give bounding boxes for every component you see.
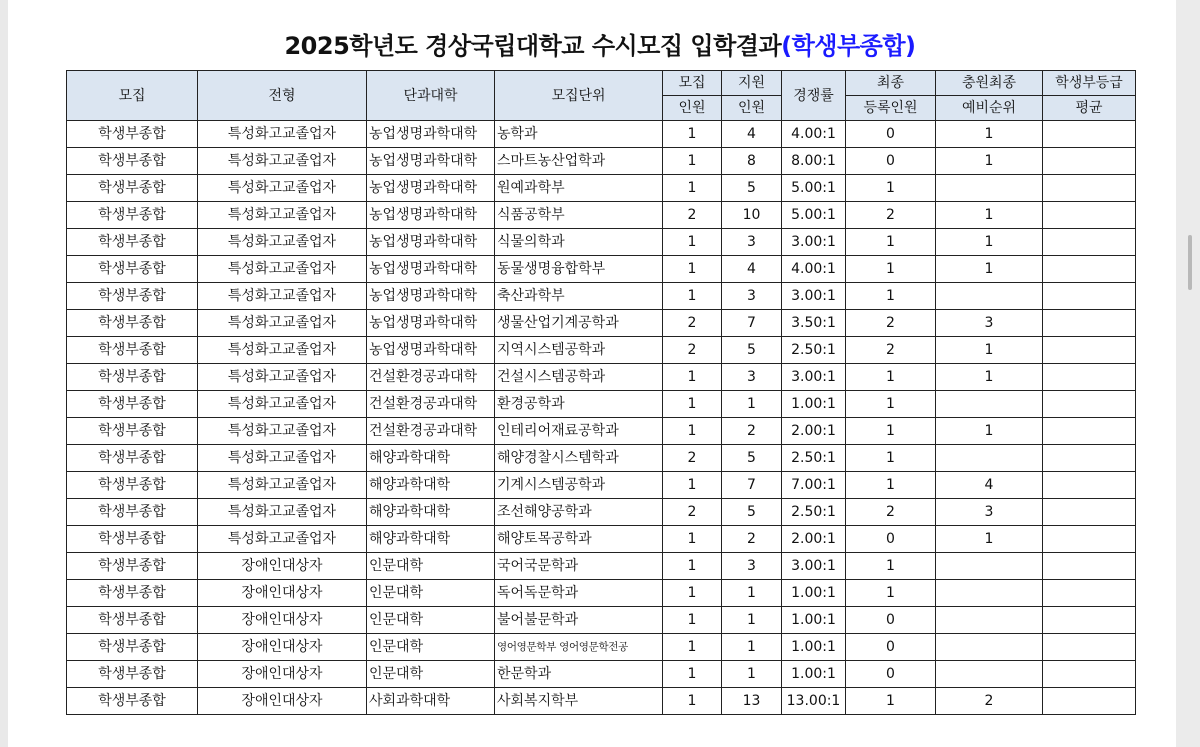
cell-final: 1: [846, 580, 936, 607]
cell-waitlist: 1: [936, 256, 1043, 283]
cell-quota: 1: [663, 256, 722, 283]
cell-waitlist: [936, 391, 1043, 418]
table-row: [67, 256, 1136, 283]
cell-waitlist: 1: [936, 364, 1043, 391]
header-ratio: 경쟁률: [782, 71, 846, 121]
cell-quota: 1: [663, 364, 722, 391]
title-highlight: (학생부종합): [781, 32, 916, 60]
cell-applicants: 7: [722, 472, 782, 499]
cell-applicants: 1: [722, 607, 782, 634]
cell-department: 영어영문학부 영어영문학전공: [495, 634, 663, 661]
cell-quota: 1: [663, 229, 722, 256]
cell-college: 농업생명과학대학: [367, 337, 495, 364]
cell-grade: [1043, 337, 1136, 364]
cell-final: 2: [846, 499, 936, 526]
cell-track: 특성화고교졸업자: [198, 310, 367, 337]
cell-grade: [1043, 364, 1136, 391]
cell-category: 학생부종합: [67, 337, 198, 364]
cell-college: 인문대학: [367, 553, 495, 580]
cell-applicants: 3: [722, 229, 782, 256]
cell-grade: [1043, 148, 1136, 175]
cell-college: 해양과학대학: [367, 472, 495, 499]
scrollbar-thumb[interactable]: [1188, 235, 1192, 290]
header-applicants-top: 지원: [722, 71, 782, 96]
cell-ratio: 5.00:1: [782, 202, 846, 229]
cell-ratio: 3.50:1: [782, 310, 846, 337]
cell-department: 축산과학부: [495, 283, 663, 310]
cell-department: 건설시스템공학과: [495, 364, 663, 391]
cell-track: 특성화고교졸업자: [198, 256, 367, 283]
cell-ratio: 7.00:1: [782, 472, 846, 499]
cell-ratio: 4.00:1: [782, 121, 846, 148]
cell-grade: [1043, 634, 1136, 661]
cell-ratio: 1.00:1: [782, 580, 846, 607]
cell-track: 장애인대상자: [198, 607, 367, 634]
cell-category: 학생부종합: [67, 256, 198, 283]
cell-department: 생물산업기계공학과: [495, 310, 663, 337]
cell-grade: [1043, 418, 1136, 445]
cell-college: 해양과학대학: [367, 526, 495, 553]
cell-department: 한문학과: [495, 661, 663, 688]
cell-category: 학생부종합: [67, 688, 198, 715]
cell-applicants: 3: [722, 364, 782, 391]
cell-category: 학생부종합: [67, 175, 198, 202]
table-row: [67, 688, 1136, 715]
cell-category: 학생부종합: [67, 202, 198, 229]
cell-college: 농업생명과학대학: [367, 121, 495, 148]
header-grade-top: 학생부등급: [1043, 71, 1136, 96]
cell-final: 1: [846, 283, 936, 310]
cell-ratio: 1.00:1: [782, 607, 846, 634]
cell-track: 특성화고교졸업자: [198, 472, 367, 499]
cell-quota: 2: [663, 202, 722, 229]
cell-ratio: 2.00:1: [782, 418, 846, 445]
table-row: [67, 472, 1136, 499]
table-row: [67, 634, 1136, 661]
cell-waitlist: 1: [936, 337, 1043, 364]
cell-ratio: 4.00:1: [782, 256, 846, 283]
cell-quota: 1: [663, 391, 722, 418]
cell-college: 농업생명과학대학: [367, 283, 495, 310]
cell-grade: [1043, 526, 1136, 553]
cell-final: 1: [846, 418, 936, 445]
cell-college: 인문대학: [367, 661, 495, 688]
cell-category: 학생부종합: [67, 634, 198, 661]
cell-department: 인테리어재료공학과: [495, 418, 663, 445]
cell-track: 특성화고교졸업자: [198, 499, 367, 526]
cell-final: 1: [846, 364, 936, 391]
cell-department: 환경공학과: [495, 391, 663, 418]
cell-applicants: 5: [722, 499, 782, 526]
cell-track: 특성화고교졸업자: [198, 202, 367, 229]
cell-college: 해양과학대학: [367, 445, 495, 472]
cell-category: 학생부종합: [67, 526, 198, 553]
table-row: [67, 202, 1136, 229]
cell-waitlist: 3: [936, 499, 1043, 526]
cell-track: 특성화고교졸업자: [198, 445, 367, 472]
cell-category: 학생부종합: [67, 580, 198, 607]
table-row: [67, 607, 1136, 634]
cell-final: 1: [846, 391, 936, 418]
cell-applicants: 7: [722, 310, 782, 337]
cell-quota: 1: [663, 580, 722, 607]
cell-waitlist: 1: [936, 526, 1043, 553]
table-row: [67, 283, 1136, 310]
cell-quota: 1: [663, 472, 722, 499]
cell-quota: 1: [663, 121, 722, 148]
table-row: [67, 553, 1136, 580]
cell-college: 사회과학대학: [367, 688, 495, 715]
cell-department: 사회복지학부: [495, 688, 663, 715]
cell-ratio: 2.50:1: [782, 445, 846, 472]
cell-waitlist: 1: [936, 148, 1043, 175]
cell-waitlist: [936, 580, 1043, 607]
cell-college: 인문대학: [367, 607, 495, 634]
cell-college: 인문대학: [367, 580, 495, 607]
cell-college: 건설환경공과대학: [367, 364, 495, 391]
cell-track: 특성화고교졸업자: [198, 364, 367, 391]
cell-applicants: 1: [722, 391, 782, 418]
header-category: 모집: [67, 71, 198, 121]
cell-ratio: 2.50:1: [782, 499, 846, 526]
header-track: 전형: [198, 71, 367, 121]
cell-ratio: 8.00:1: [782, 148, 846, 175]
cell-college: 농업생명과학대학: [367, 202, 495, 229]
cell-final: 0: [846, 607, 936, 634]
cell-waitlist: [936, 661, 1043, 688]
cell-applicants: 1: [722, 580, 782, 607]
cell-waitlist: [936, 634, 1043, 661]
cell-category: 학생부종합: [67, 607, 198, 634]
cell-applicants: 8: [722, 148, 782, 175]
cell-category: 학생부종합: [67, 283, 198, 310]
cell-applicants: 13: [722, 688, 782, 715]
cell-grade: [1043, 688, 1136, 715]
cell-quota: 1: [663, 526, 722, 553]
header-quota-bottom: 인원: [663, 96, 722, 121]
cell-track: 특성화고교졸업자: [198, 391, 367, 418]
cell-track: 특성화고교졸업자: [198, 526, 367, 553]
cell-quota: 1: [663, 148, 722, 175]
table-row: [67, 121, 1136, 148]
cell-category: 학생부종합: [67, 472, 198, 499]
cell-department: 원예과학부: [495, 175, 663, 202]
cell-department: 불어불문학과: [495, 607, 663, 634]
cell-department: 동물생명융합학부: [495, 256, 663, 283]
cell-track: 특성화고교졸업자: [198, 229, 367, 256]
cell-department: 지역시스템공학과: [495, 337, 663, 364]
header-waitlist-bottom: 예비순위: [936, 96, 1043, 121]
cell-quota: 1: [663, 688, 722, 715]
cell-track: 특성화고교졸업자: [198, 175, 367, 202]
table-row: [67, 175, 1136, 202]
cell-department: 독어독문학과: [495, 580, 663, 607]
table-row: [67, 580, 1136, 607]
cell-quota: 1: [663, 634, 722, 661]
cell-waitlist: 1: [936, 229, 1043, 256]
cell-category: 학생부종합: [67, 499, 198, 526]
cell-ratio: 13.00:1: [782, 688, 846, 715]
cell-college: 해양과학대학: [367, 499, 495, 526]
cell-quota: 2: [663, 499, 722, 526]
cell-track: 장애인대상자: [198, 634, 367, 661]
cell-grade: [1043, 553, 1136, 580]
cell-grade: [1043, 661, 1136, 688]
cell-grade: [1043, 472, 1136, 499]
cell-grade: [1043, 607, 1136, 634]
table-row: [67, 445, 1136, 472]
cell-final: 2: [846, 202, 936, 229]
cell-track: 특성화고교졸업자: [198, 283, 367, 310]
cell-final: 0: [846, 661, 936, 688]
cell-department: 해양경찰시스템학과: [495, 445, 663, 472]
cell-category: 학생부종합: [67, 121, 198, 148]
cell-department: 식물의학과: [495, 229, 663, 256]
table-row: [67, 337, 1136, 364]
cell-quota: 1: [663, 418, 722, 445]
table-row: [67, 391, 1136, 418]
cell-applicants: 5: [722, 337, 782, 364]
table-body: [67, 121, 1136, 715]
header-department: 모집단위: [495, 71, 663, 121]
cell-applicants: 1: [722, 634, 782, 661]
cell-waitlist: 1: [936, 202, 1043, 229]
cell-track: 장애인대상자: [198, 580, 367, 607]
cell-track: 장애인대상자: [198, 553, 367, 580]
table-row: [67, 526, 1136, 553]
cell-quota: 2: [663, 310, 722, 337]
header-final-bottom: 등록인원: [846, 96, 936, 121]
cell-ratio: 5.00:1: [782, 175, 846, 202]
cell-ratio: 3.00:1: [782, 283, 846, 310]
cell-quota: 2: [663, 337, 722, 364]
cell-final: 0: [846, 148, 936, 175]
cell-grade: [1043, 391, 1136, 418]
cell-department: 농학과: [495, 121, 663, 148]
cell-final: 1: [846, 229, 936, 256]
cell-grade: [1043, 202, 1136, 229]
cell-final: 1: [846, 256, 936, 283]
cell-final: 1: [846, 472, 936, 499]
cell-department: 식품공학부: [495, 202, 663, 229]
cell-applicants: 3: [722, 283, 782, 310]
cell-ratio: 3.00:1: [782, 364, 846, 391]
cell-grade: [1043, 310, 1136, 337]
cell-department: 스마트농산업학과: [495, 148, 663, 175]
cell-category: 학생부종합: [67, 418, 198, 445]
table-row: [67, 229, 1136, 256]
cell-final: 0: [846, 634, 936, 661]
cell-ratio: 3.00:1: [782, 229, 846, 256]
cell-category: 학생부종합: [67, 310, 198, 337]
cell-ratio: 1.00:1: [782, 661, 846, 688]
header-grade-bottom: 평균: [1043, 96, 1136, 121]
admission-results-table: [66, 70, 1136, 715]
cell-category: 학생부종합: [67, 148, 198, 175]
cell-applicants: 4: [722, 121, 782, 148]
cell-ratio: 3.00:1: [782, 553, 846, 580]
header-waitlist-top: 충원최종: [936, 71, 1043, 96]
cell-college: 인문대학: [367, 634, 495, 661]
cell-category: 학생부종합: [67, 553, 198, 580]
cell-applicants: 3: [722, 553, 782, 580]
cell-final: 1: [846, 553, 936, 580]
cell-grade: [1043, 499, 1136, 526]
table-header: [67, 71, 1136, 121]
cell-waitlist: [936, 445, 1043, 472]
cell-quota: 1: [663, 553, 722, 580]
cell-final: 2: [846, 337, 936, 364]
cell-grade: [1043, 283, 1136, 310]
cell-category: 학생부종합: [67, 229, 198, 256]
cell-track: 특성화고교졸업자: [198, 121, 367, 148]
cell-quota: 2: [663, 445, 722, 472]
cell-ratio: 2.00:1: [782, 526, 846, 553]
cell-grade: [1043, 580, 1136, 607]
cell-applicants: 5: [722, 175, 782, 202]
cell-college: 농업생명과학대학: [367, 256, 495, 283]
title-main: 2025학년도 경상국립대학교 수시모집 입학결과: [284, 32, 782, 60]
cell-grade: [1043, 121, 1136, 148]
cell-ratio: 1.00:1: [782, 391, 846, 418]
cell-waitlist: 2: [936, 688, 1043, 715]
cell-quota: 1: [663, 661, 722, 688]
cell-ratio: 2.50:1: [782, 337, 846, 364]
cell-waitlist: 4: [936, 472, 1043, 499]
cell-final: 0: [846, 121, 936, 148]
cell-applicants: 10: [722, 202, 782, 229]
cell-waitlist: [936, 607, 1043, 634]
cell-college: 건설환경공과대학: [367, 391, 495, 418]
cell-waitlist: [936, 283, 1043, 310]
cell-category: 학생부종합: [67, 364, 198, 391]
cell-track: 특성화고교졸업자: [198, 418, 367, 445]
cell-quota: 1: [663, 175, 722, 202]
cell-category: 학생부종합: [67, 661, 198, 688]
cell-quota: 1: [663, 607, 722, 634]
header-college: 단과대학: [367, 71, 495, 121]
header-applicants-bottom: 인원: [722, 96, 782, 121]
cell-college: 농업생명과학대학: [367, 148, 495, 175]
table-row: [67, 148, 1136, 175]
table-row: [67, 418, 1136, 445]
cell-final: 1: [846, 175, 936, 202]
cell-grade: [1043, 229, 1136, 256]
table-row: [67, 499, 1136, 526]
cell-ratio: 1.00:1: [782, 634, 846, 661]
cell-category: 학생부종합: [67, 445, 198, 472]
cell-department: 기계시스템공학과: [495, 472, 663, 499]
cell-final: 1: [846, 445, 936, 472]
cell-grade: [1043, 445, 1136, 472]
cell-track: 장애인대상자: [198, 688, 367, 715]
header-quota-top: 모집: [663, 71, 722, 96]
cell-quota: 1: [663, 283, 722, 310]
cell-track: 특성화고교졸업자: [198, 148, 367, 175]
table-row: [67, 364, 1136, 391]
page-title: [0, 26, 1200, 61]
cell-waitlist: 1: [936, 418, 1043, 445]
cell-grade: [1043, 256, 1136, 283]
cell-waitlist: [936, 553, 1043, 580]
header-final-top: 최종: [846, 71, 936, 96]
viewer-right-edge: [1176, 0, 1200, 747]
cell-final: 0: [846, 526, 936, 553]
cell-final: 2: [846, 310, 936, 337]
table-row: [67, 661, 1136, 688]
cell-applicants: 2: [722, 418, 782, 445]
cell-college: 농업생명과학대학: [367, 175, 495, 202]
cell-track: 특성화고교졸업자: [198, 337, 367, 364]
cell-category: 학생부종합: [67, 391, 198, 418]
cell-department: 국어국문학과: [495, 553, 663, 580]
cell-waitlist: [936, 175, 1043, 202]
cell-department: 해양토목공학과: [495, 526, 663, 553]
cell-final: 1: [846, 688, 936, 715]
cell-applicants: 5: [722, 445, 782, 472]
cell-department: 조선해양공학과: [495, 499, 663, 526]
cell-waitlist: 3: [936, 310, 1043, 337]
cell-applicants: 2: [722, 526, 782, 553]
cell-applicants: 4: [722, 256, 782, 283]
table-row: [67, 310, 1136, 337]
cell-applicants: 1: [722, 661, 782, 688]
cell-grade: [1043, 175, 1136, 202]
cell-waitlist: 1: [936, 121, 1043, 148]
cell-college: 농업생명과학대학: [367, 310, 495, 337]
cell-college: 건설환경공과대학: [367, 418, 495, 445]
cell-track: 장애인대상자: [198, 661, 367, 688]
cell-college: 농업생명과학대학: [367, 229, 495, 256]
